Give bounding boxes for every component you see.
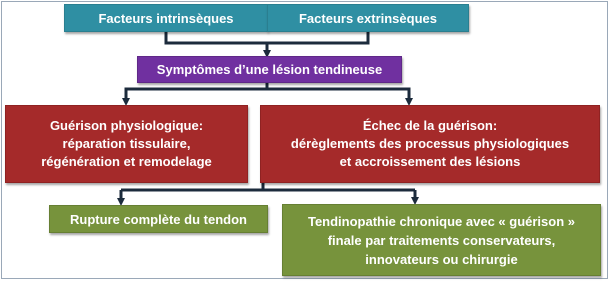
box-symptoms — [137, 56, 402, 83]
box-physiological-healing-label: Guérison physiologique: réparation tissulaire, régénération et remodelage — [41, 118, 212, 169]
box-extrinsic-factors — [267, 4, 469, 32]
connector-symptoms-split — [126, 89, 409, 102]
box-physiological-healing — [5, 105, 248, 183]
box-complete-rupture-label: Rupture complète du tendon — [70, 211, 247, 227]
box-chronic-tendinopathy — [282, 204, 601, 276]
box-intrinsic-factors — [64, 4, 268, 32]
box-chronic-tendinopathy-label: Tendinopathie chronique avec « guérison » finale par traitements conservateurs, innovateurs ou chirurgie — [307, 213, 576, 267]
box-extrinsic-factors-label: Facteurs extrinsèques — [298, 10, 437, 26]
box-intrinsic-factors-label: Facteurs intrinsèques — [98, 10, 234, 26]
box-healing-failure — [260, 105, 600, 183]
box-complete-rupture — [49, 205, 268, 233]
connector-factors-to-symptoms — [166, 31, 368, 43]
box-healing-failure-label: Échec de la guérison: dérèglements des processus physiologiques et accroissement des lésions — [290, 118, 570, 169]
box-symptoms-label: Symptômes d’une lésion tendineuse — [156, 62, 383, 77]
